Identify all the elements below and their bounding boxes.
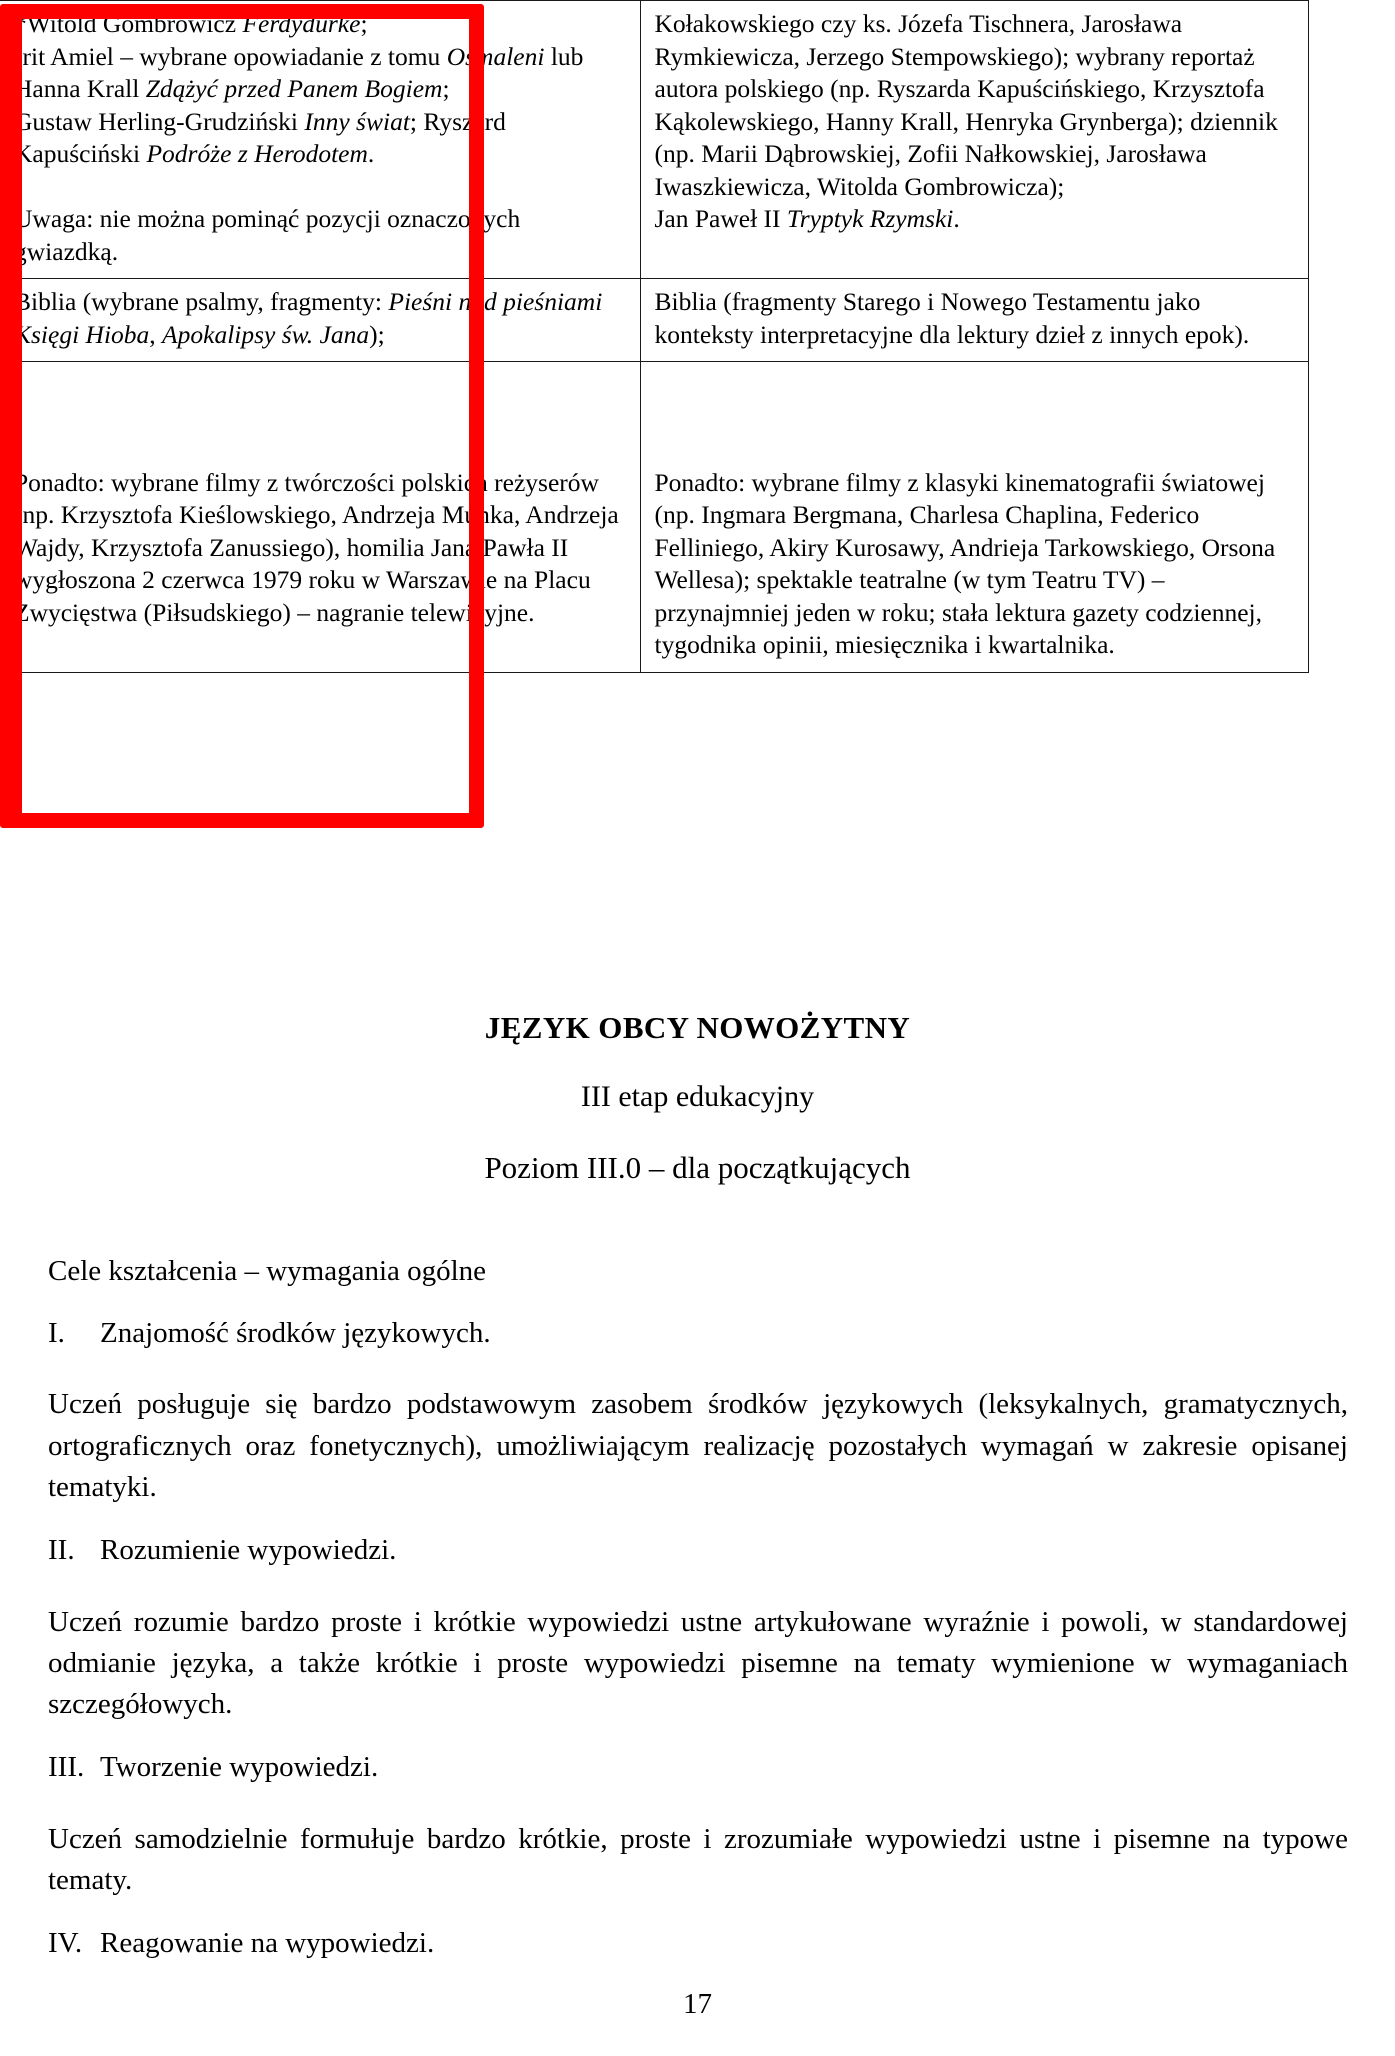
lektury-list-foreign: Kołakowskiego czy ks. Józefa Tischnera, Jarosława Rymkiewicza, Jerzego Stempowskiego); wybrany reportaż autora polskiego (np. Ryszarda Kapuścińskiego, Krzysztofa Kąkolewskiego, Hanny Krall, Henryka Grynberga); dziennik (np. Marii Dąbrowskiej, Zofii Nałkowskiej, Jarosława Iwaszkiewicza, Witolda Gombrowicza);: [654, 9, 1278, 201]
text-run: ;: [360, 9, 368, 38]
text-run: ,: [149, 319, 163, 349]
title-italic: Pieśni nad pieśniami: [388, 287, 603, 316]
table-cell-left-row1: [0, 1, 640, 279]
section-headings: [0, 1010, 1395, 1186]
content-lead: Cele kształcenia – wymagania ogólne: [48, 1255, 487, 1287]
text-run: Jan Paweł II: [654, 204, 787, 233]
table-cell-right-row2: [640, 279, 1308, 362]
table-row: [0, 362, 1308, 673]
section-title: Rozumienie wypowiedzi.: [100, 1533, 397, 1566]
biblia-foreign: Biblia (fragmenty Starego i Nowego Testamentu jako konteksty interpretacyjne dla lektury dzieł z innych epok).: [654, 287, 1250, 349]
page-title: JĘZYK OBCY NOWOŻYTNY: [484, 1010, 911, 1045]
section-body-2: Uczeń rozumie bardzo proste i krótkie wypowiedzi ustne artykułowane wyraźnie i powoli, w standardowej odmianie języka, a także krótkie i proste wypowiedzi pisemne na tematy wymienione w wymaganiach szczegółowych.: [48, 1605, 1348, 1720]
text-run: Irit Amiel – wybrane opowiadanie z tomu: [14, 41, 447, 71]
body-content: [48, 1253, 1348, 1963]
section-title: Znajomość środków językowych.: [100, 1316, 491, 1349]
title-italic: Apokalipsy św. Jana: [162, 319, 370, 349]
blank-line: [14, 402, 628, 435]
blank-line: [655, 434, 1296, 467]
lektury-list-polish: [14, 8, 628, 171]
section-number: IV.: [48, 1927, 83, 1960]
text-run: .: [367, 139, 375, 168]
text-run: ;: [442, 74, 450, 103]
section-title: Tworzenie wypowiedzi.: [100, 1751, 379, 1784]
blank-line: [14, 434, 628, 467]
text-run: );: [369, 319, 385, 349]
text-run: lub Hanna Krall: [14, 41, 584, 103]
blank-line: [14, 369, 628, 402]
lektury-jp2: [655, 203, 1296, 236]
ponadto-foreign: Ponadto: wybrane filmy z klasyki kinematografii światowej (np. Ingmara Bergmana, Charlesa Chaplina, Federico Felliniego, Akiry Kurosawy, Andrieja Tarkowskiego, Orsona Wellesa); spektakle teatralne (w tym Teatru TV) – przynajmniej jeden w roku; stała lektura gazety codziennej, tygodnika opinii, miesięcznika i kwartalnika.: [654, 467, 1276, 659]
section-heading-1: [48, 1315, 1348, 1353]
table-row: [0, 1, 1308, 279]
title-italic: Podróże z Herodotem: [146, 139, 368, 168]
section-title: Reagowanie na wypowiedzi.: [100, 1927, 435, 1960]
title-italic: Inny świat: [304, 106, 410, 136]
text-run: *Witold Gombrowicz: [14, 9, 243, 38]
section-body-3: Uczeń samodzielnie formułuje bardzo krótkie, proste i zrozumiałe wypowiedzi ustne i pisemne na typowe tematy.: [48, 1822, 1348, 1896]
section-heading-4: [48, 1925, 1348, 1963]
text-run: Biblia (wybrane psalmy, fragmenty:: [14, 287, 389, 316]
lektury-note: Uwaga: nie można pominąć pozycji oznaczonych gwiazdką.: [14, 204, 521, 266]
ponadto-polish: Ponadto: wybrane filmy z twórczości polskich reżyserów (np. Krzysztofa Kieślowskiego, Andrzeja Munka, Andrzeja Wajdy, Krzysztofa Zanussiego), homilia Jana Pawła II wygłoszona 2 czerwca 1979 roku w Warszawie na Placu Zwycięstwa (Piłsudskiego) – nagranie telewizyjne.: [14, 467, 619, 627]
blank-line: [14, 171, 628, 204]
biblia-polish: [14, 286, 628, 351]
reading-list-table-wrapper: [0, 0, 1308, 673]
table-cell-left-row3: [0, 362, 640, 673]
section-body-1: Uczeń posługuje się bardzo podstawowym zasobem środków językowych (leksykalnych, gramatycznych, ortograficznych oraz fonetycznych), umożliwiającym realizację pozostałych wymagań w zakresie opisanej tematyki.: [48, 1388, 1348, 1503]
section-heading-3: [48, 1749, 1348, 1787]
text-run: ; Ryszard Kapuściński: [14, 106, 506, 168]
title-italic: Ferdydurke: [242, 9, 361, 38]
education-level: Poziom III.0 – dla początkujących: [484, 1150, 911, 1185]
title-italic: Zdążyć przed Panem Bogiem: [145, 74, 443, 103]
text-run: .: [953, 204, 960, 233]
table-cell-left-row2: [0, 279, 640, 362]
reading-list-table: [0, 0, 1309, 673]
table-cell-right-row1: [640, 1, 1308, 279]
education-stage: III etap edukacyjny: [580, 1080, 815, 1113]
section-heading-2: [48, 1532, 1348, 1570]
section-number: I.: [48, 1316, 65, 1349]
section-number: III.: [48, 1751, 85, 1784]
table-row: [0, 279, 1308, 362]
title-italic: Osmaleni: [446, 41, 545, 71]
page-number: 17: [683, 1988, 712, 2020]
title-italic: Tryptyk Rzymski: [786, 204, 954, 233]
title-italic: Księgi Hioba: [14, 319, 150, 349]
table-cell-right-row3: [640, 362, 1308, 673]
blank-line: [655, 402, 1296, 435]
blank-line: [655, 369, 1296, 402]
section-number: II.: [48, 1533, 75, 1566]
text-run: Gustaw Herling-Grudziński: [14, 106, 305, 136]
